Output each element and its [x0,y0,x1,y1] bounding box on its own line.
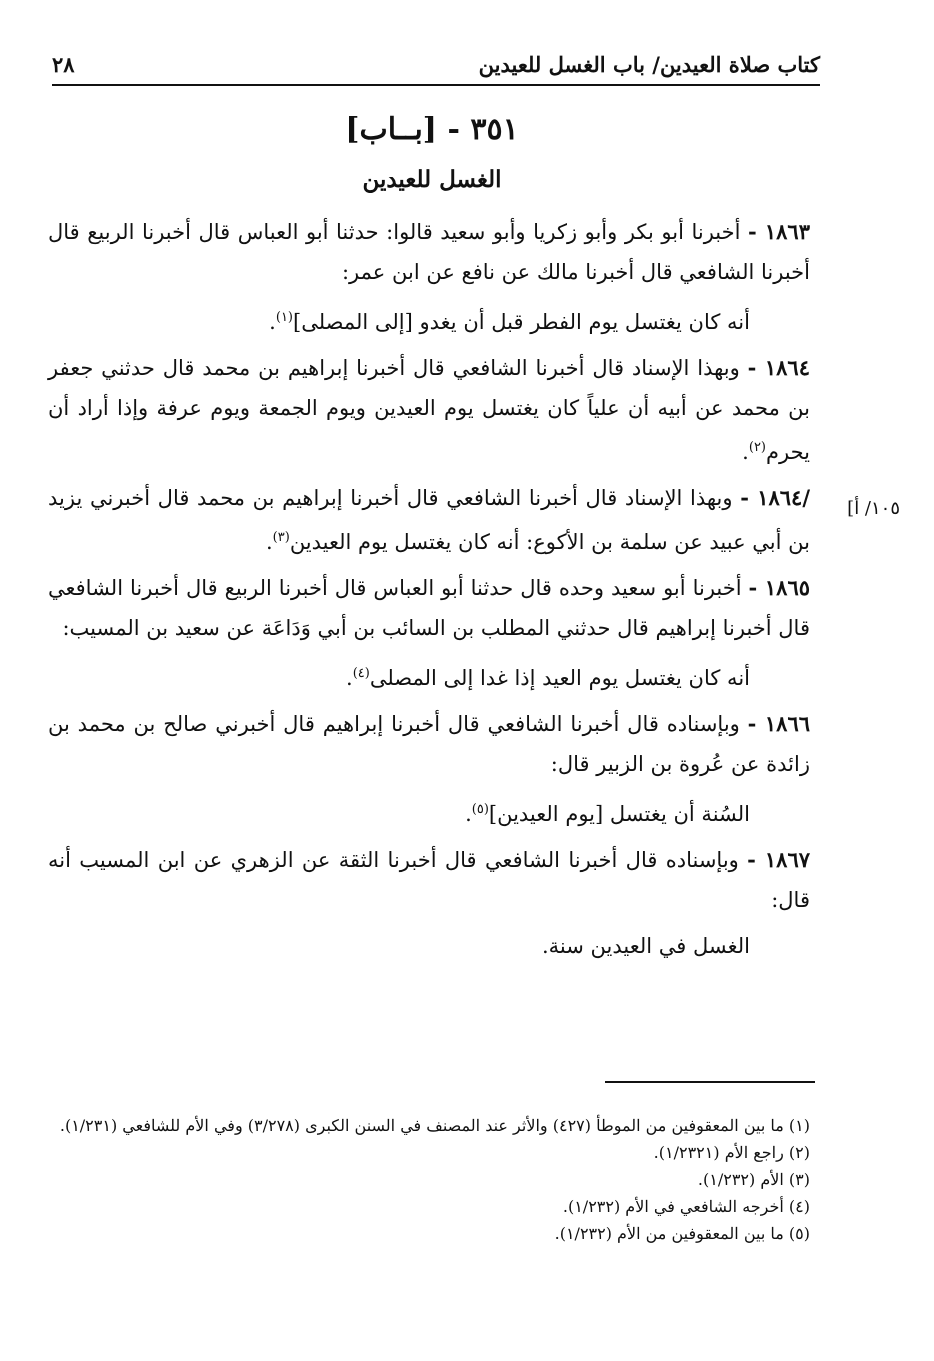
hadith-1864 [48,348,810,472]
hadith-matn [48,654,810,698]
hadith-text: وبهذا الإسناد قال أخبرنا الشافعي قال أخبرنا إبراهيم بن محمد قال حدثني جعفر بن محمد عن أبيه أن علياً كان يغتسل يوم العيدين ويوم الجمعة ويوم عرفة وإذا أراد أن يحرم [48,356,810,464]
chapter-heading: ٣٥١ - [بــاب] [345,112,519,147]
hadith-text: أخبرنا أبو بكر وأبو زكريا وأبو سعيد قالوا: حدثنا أبو العباس قال أخبرنا الربيع قال أخبرنا الشافعي قال أخبرنا مالك عن نافع عن ابن عمر: [48,220,810,284]
end-mark: . [742,440,749,464]
hadith-number: ١٨٦٣ - [747,219,810,244]
footnote-ref: (٤) [352,666,370,681]
footnote-ref: (٣) [272,530,290,545]
footnote-ref: (٢) [748,440,766,455]
footnote-ref: (٥) [471,802,489,817]
running-header [52,50,820,86]
hadith-number: ١٨٦٧ - [747,847,811,872]
footnote-5: (٥) ما بين المعقوفين من الأم (١/٢٣٢). [554,1224,810,1243]
hadith-number: ١٨٦٥ - [748,575,811,600]
footnote-1: (١) ما بين المعقوفين من الموطأ (٤٢٧) والأثر عند المصنف في السنن الكبرى (٣/٢٧٨) وفي الأم للشافعي (١/٢٣١). [59,1116,810,1135]
hadith-1864-repeat [48,478,810,562]
hadith-1867 [48,840,810,920]
footnote-4: (٤) أخرجه الشافعي في الأم (١/٢٣٢). [562,1197,810,1216]
hadith-number: /١٨٦٤ - [740,485,810,510]
end-mark: . [265,530,273,554]
hadith-matn [48,926,810,966]
main-text [48,212,810,972]
end-mark: . [269,310,276,334]
hadith-matn [48,298,810,342]
hadith-number: ١٨٦٦ - [747,711,811,736]
margin-folio-note: ١٠٥/ أ] [847,498,900,519]
matn-text: السُنة أن يغتسل [يوم العيدين] [488,802,750,826]
footnote-2: (٢) راجع الأم (١/٢٣٢١). [653,1143,810,1162]
hadith-text: أخبرنا أبو سعيد وحده قال حدثنا أبو العباس قال أخبرنا الربيع قال أخبرنا الشافعي قال أخبرنا إبراهيم قال حدثني المطلب بن السائب بن أبي وَدَاعَة عن سعيد بن المسيب: [48,576,810,640]
end-mark: . [346,666,353,690]
hadith-matn [48,790,810,834]
matn-text: أنه كان يغتسل يوم الفطر قبل أن يغدو [إلى المصلى] [293,310,750,334]
hadith-1863 [48,212,810,292]
hadith-1866 [48,704,810,784]
footnote-separator [605,1081,815,1083]
hadith-text: وبإسناده قال أخبرنا الشافعي قال أخبرنا الثقة عن الزهري عن ابن المسيب أنه قال: [48,848,810,912]
footnotes [44,1112,810,1247]
footnote-3: (٣) الأم (١/٢٣٢). [697,1170,810,1189]
chapter-subheading: الغسل للعيدين [362,166,502,193]
matn-text: أنه كان يغتسل يوم العيد إذا غدا إلى المصلى [369,666,750,690]
end-mark: . [541,934,549,958]
hadith-1865 [48,568,810,648]
end-mark: . [465,802,472,826]
footnote-ref: (١) [275,310,293,325]
hadith-text: وبإسناده قال أخبرنا الشافعي قال أخبرنا إبراهيم قال أخبرني صالح بن محمد بن زائدة عن عُروة بن الزبير قال: [48,712,810,776]
matn-text: الغسل في العيدين سنة [548,934,750,958]
hadith-number: ١٨٦٤ - [747,355,810,380]
page-number: ٢٨ [52,52,75,77]
header-title: كتاب صلاة العيدين/ باب الغسل للعيدين [478,52,820,77]
hadith-text: وبهذا الإسناد قال أخبرنا الشافعي قال أخبرنا إبراهيم بن محمد قال أخبرني يزيد بن أبي عبيد عن سلمة بن الأكوع: أنه كان يغتسل يوم العيدين [48,486,810,554]
